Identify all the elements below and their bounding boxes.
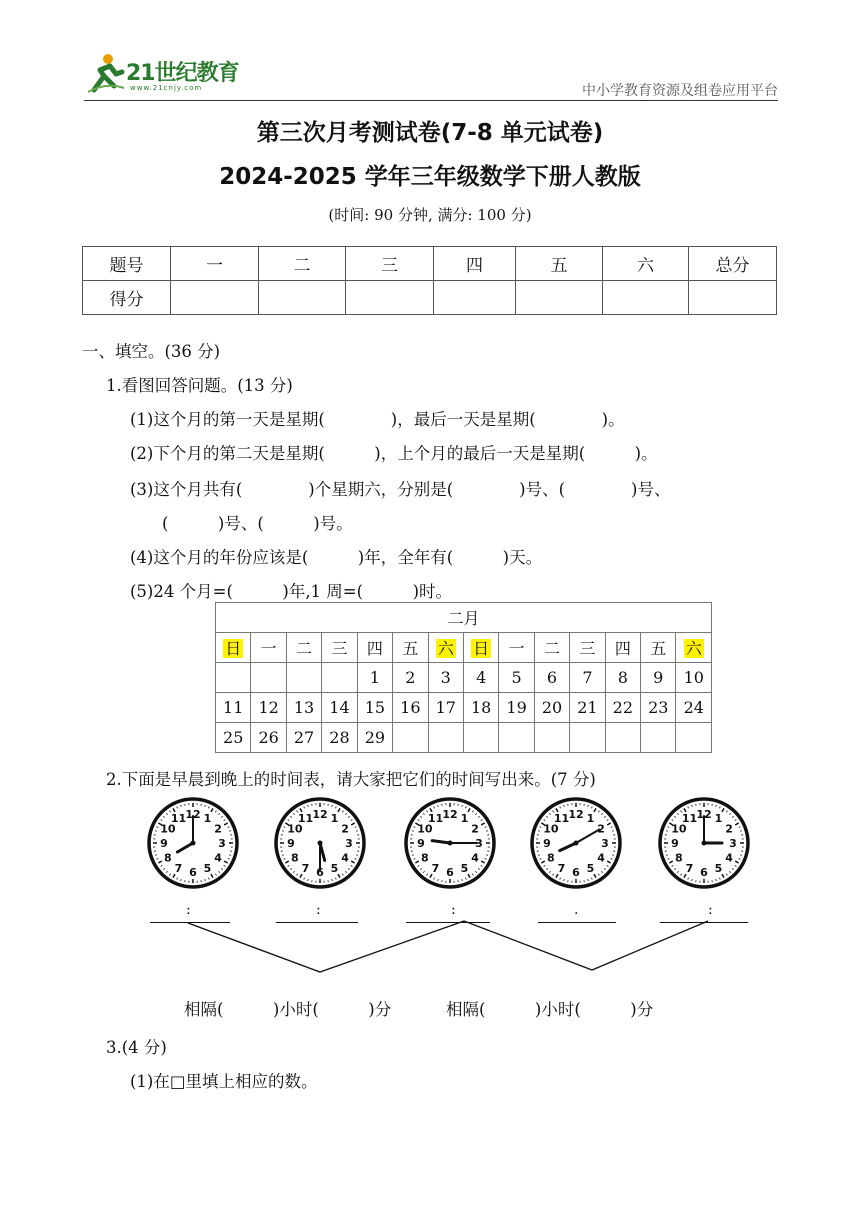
score-input-cell[interactable]: [346, 281, 434, 315]
logo-url: www.21cnjy.com: [130, 84, 203, 92]
score-cell: 六: [603, 247, 689, 281]
calendar-date-cell: [393, 723, 428, 753]
svg-text:12: 12: [696, 808, 712, 821]
calendar-weekday: 四: [605, 633, 640, 663]
calendar-date-cell: 8: [605, 663, 640, 693]
calendar-date-cell: 18: [463, 693, 498, 723]
svg-text:5: 5: [460, 862, 469, 876]
svg-text:10: 10: [417, 822, 433, 836]
svg-text:7: 7: [685, 862, 694, 876]
calendar-date-cell: 17: [428, 693, 463, 723]
calendar-weekday-highlight: 六: [437, 639, 454, 658]
svg-text:9: 9: [287, 837, 295, 850]
svg-text:4: 4: [214, 851, 222, 865]
svg-text:6: 6: [572, 866, 580, 879]
hour-hand: [560, 843, 576, 851]
calendar-weekday: 三: [570, 633, 605, 663]
svg-text:12: 12: [312, 808, 328, 821]
score-cell: 五: [516, 247, 603, 281]
calendar-weekday: 五: [641, 633, 676, 663]
score-cell: 三: [346, 247, 434, 281]
svg-text:9: 9: [160, 837, 168, 850]
clock-face-icon: [272, 795, 368, 891]
calendar-date-cell: 11: [216, 693, 251, 723]
clock-face-icon: [145, 795, 241, 891]
time-separator: :: [451, 902, 456, 918]
svg-text:10: 10: [543, 822, 559, 836]
calendar-date-cell: [286, 663, 321, 693]
question-line: (1)在□里填上相应的数。: [130, 1072, 318, 1091]
calendar-month-row: [216, 603, 712, 633]
svg-text:1: 1: [586, 811, 595, 825]
calendar-weekday: 一: [499, 633, 534, 663]
score-input-cell[interactable]: [434, 281, 516, 315]
svg-text:1: 1: [460, 811, 469, 825]
svg-text:9: 9: [417, 837, 425, 850]
svg-text:7: 7: [431, 862, 440, 876]
svg-text:5: 5: [714, 862, 723, 876]
calendar-date-cell: 25: [216, 723, 251, 753]
svg-text:9: 9: [543, 837, 551, 850]
calendar-weekday: 一: [251, 633, 286, 663]
svg-text:4: 4: [341, 851, 349, 865]
question-line: ( )号、( )号。: [162, 514, 353, 533]
logo-text: 21世纪教育: [126, 61, 239, 86]
header-divider: [84, 100, 778, 101]
calendar-date-cell: 2: [393, 663, 428, 693]
svg-text:5: 5: [330, 862, 339, 876]
score-input-cell[interactable]: [689, 281, 777, 315]
calendar-date-cell: 28: [322, 723, 357, 753]
calendar-weekday: 二: [534, 633, 569, 663]
clock-face-icon: [656, 795, 752, 891]
exam-subtitle: 2024-2025 学年三年级数学下册人教版: [219, 164, 641, 190]
calendar-date-cell: 13: [286, 693, 321, 723]
calendar-date-cell: 16: [393, 693, 428, 723]
time-answer-line[interactable]: [406, 922, 490, 923]
exam-title: 第三次月考测试卷(7-8 单元试卷): [256, 120, 604, 146]
calendar-date-cell: [463, 723, 498, 753]
score-table-header-row: [83, 247, 777, 281]
calendar-date-row: [216, 723, 712, 753]
calendar-date-cell: [605, 723, 640, 753]
svg-text:11: 11: [170, 811, 187, 825]
calendar-date-cell: 15: [357, 693, 392, 723]
svg-text:11: 11: [553, 811, 570, 825]
calendar-date-cell: 24: [676, 693, 712, 723]
svg-text:3: 3: [729, 837, 737, 850]
svg-text:5: 5: [586, 862, 595, 876]
svg-text:11: 11: [297, 811, 314, 825]
svg-text:7: 7: [557, 862, 566, 876]
svg-text:4: 4: [725, 851, 733, 865]
calendar-weekday: 五: [393, 633, 428, 663]
score-cell: 四: [434, 247, 516, 281]
svg-text:10: 10: [287, 822, 303, 836]
calendar-date-cell: 21: [570, 693, 605, 723]
svg-text:12: 12: [442, 808, 458, 821]
exam-time-score: (时间: 90 分钟, 满分: 100 分): [328, 206, 532, 224]
question-line: (4)这个月的年份应该是( )年，全年有( )天。: [130, 548, 543, 567]
score-input-cell[interactable]: [516, 281, 603, 315]
svg-text:2: 2: [597, 822, 605, 836]
calendar-date-cell: [676, 723, 712, 753]
calendar-date-cell: 4: [463, 663, 498, 693]
svg-text:2: 2: [471, 822, 479, 836]
time-separator: :: [316, 902, 321, 918]
time-answer-line[interactable]: [660, 922, 748, 923]
calendar-month: 二月: [216, 603, 712, 633]
calendar-date-cell: [534, 723, 569, 753]
svg-text:6: 6: [446, 866, 454, 879]
svg-text:6: 6: [189, 866, 197, 879]
svg-text:11: 11: [681, 811, 698, 825]
score-cell: 得分: [83, 281, 171, 315]
minute-hand: [576, 830, 599, 844]
question-line: (1)这个月的第一天是星期( )，最后一天是星期( )。: [130, 410, 625, 429]
svg-text:1: 1: [714, 811, 723, 825]
calendar-date-row: [216, 663, 712, 693]
svg-text:2: 2: [725, 822, 733, 836]
calendar-date-cell: 22: [605, 693, 640, 723]
score-table-score-row: [83, 281, 777, 315]
svg-text:3: 3: [218, 837, 226, 850]
svg-text:2: 2: [214, 822, 222, 836]
calendar-date-cell: 26: [251, 723, 286, 753]
calendar-weekday: 四: [357, 633, 392, 663]
calendar-weekday-highlight: 日: [473, 639, 490, 658]
calendar-weekday: [676, 633, 712, 663]
time-separator: :: [186, 902, 191, 918]
calendar-date-cell: [570, 723, 605, 753]
svg-text:10: 10: [671, 822, 687, 836]
svg-text:12: 12: [185, 808, 201, 821]
svg-text:8: 8: [164, 851, 172, 865]
svg-text:9: 9: [671, 837, 679, 850]
runner-logo-icon: [86, 52, 126, 94]
svg-text:6: 6: [700, 866, 708, 879]
question-line: (3)这个月共有( )个星期六，分别是( )号、( )号、: [130, 480, 671, 499]
time-answer-line[interactable]: [276, 922, 358, 923]
interval-label: 相隔( )小时( )分: [446, 1000, 654, 1019]
score-input-cell[interactable]: [171, 281, 259, 315]
question-title: 1.看图回答问题。(13 分): [106, 376, 293, 395]
svg-text:10: 10: [160, 822, 176, 836]
score-input-cell[interactable]: [603, 281, 689, 315]
score-cell: 二: [259, 247, 346, 281]
clock-face-icon: [528, 795, 624, 891]
svg-text:4: 4: [597, 851, 605, 865]
calendar-date-cell: [428, 723, 463, 753]
interval-label: 相隔( )小时( )分: [184, 1000, 392, 1019]
svg-text:3: 3: [601, 837, 609, 850]
svg-text:3: 3: [475, 837, 483, 850]
svg-text:7: 7: [301, 862, 310, 876]
svg-text:7: 7: [174, 862, 183, 876]
clock-face-icon: [402, 795, 498, 891]
svg-text:8: 8: [547, 851, 555, 865]
calendar-weekday-highlight: 六: [685, 639, 702, 658]
score-input-cell[interactable]: [259, 281, 346, 315]
question-title: 3.(4 分): [106, 1038, 167, 1057]
calendar-date-cell: 12: [251, 693, 286, 723]
svg-text:5: 5: [203, 862, 212, 876]
time-answer-line[interactable]: [150, 922, 230, 923]
svg-text:1: 1: [330, 811, 339, 825]
svg-text:1: 1: [203, 811, 212, 825]
time-separator: :: [708, 902, 713, 918]
svg-text:6: 6: [316, 866, 324, 879]
calendar-weekday: 三: [322, 633, 357, 663]
calendar-weekday-highlight: 日: [225, 639, 242, 658]
calendar-date-cell: 5: [499, 663, 534, 693]
question-line: (5)24 个月=( )年,1 周=( )时。: [130, 582, 452, 601]
svg-text:11: 11: [427, 811, 444, 825]
score-cell: 总分: [689, 247, 777, 281]
hour-hand: [177, 843, 193, 852]
calendar-date-cell: [216, 663, 251, 693]
calendar-date-cell: [251, 663, 286, 693]
calendar-date-cell: [641, 723, 676, 753]
question-line: (2)下个月的第二天是星期( )，上个月的最后一天是星期( )。: [130, 444, 658, 463]
platform-label: 中小学教育资源及组卷应用平台: [582, 83, 778, 99]
score-table: [82, 246, 777, 315]
calendar-date-cell: 23: [641, 693, 676, 723]
hour-hand: [432, 841, 450, 843]
calendar-weekday: [463, 633, 498, 663]
calendar-date-cell: 6: [534, 663, 569, 693]
calendar-date-cell: 14: [322, 693, 357, 723]
calendar-weekday: [216, 633, 251, 663]
score-cell: 一: [171, 247, 259, 281]
calendar-date-cell: 3: [428, 663, 463, 693]
question-title: 2.下面是早晨到晚上的时间表，请大家把它们的时间写出来。(7 分): [106, 770, 596, 789]
score-cell: 题号: [83, 247, 171, 281]
calendar-table: [215, 602, 712, 753]
svg-text:3: 3: [345, 837, 353, 850]
calendar-date-cell: 27: [286, 723, 321, 753]
svg-text:2: 2: [341, 822, 349, 836]
calendar-weekday-row: [216, 633, 712, 663]
calendar-date-cell: 19: [499, 693, 534, 723]
calendar-weekday: 二: [286, 633, 321, 663]
calendar-date-cell: [499, 723, 534, 753]
time-answer-line[interactable]: [538, 922, 616, 923]
calendar-date-cell: 10: [676, 663, 712, 693]
svg-text:8: 8: [291, 851, 299, 865]
calendar-date-cell: 7: [570, 663, 605, 693]
calendar-date-row: [216, 693, 712, 723]
svg-text:8: 8: [675, 851, 683, 865]
svg-text:4: 4: [471, 851, 479, 865]
calendar-date-cell: 1: [357, 663, 392, 693]
logo: [86, 52, 266, 100]
calendar-date-cell: 9: [641, 663, 676, 693]
calendar-date-cell: 20: [534, 693, 569, 723]
svg-text:12: 12: [568, 808, 584, 821]
time-separator: .: [574, 902, 579, 918]
svg-text:8: 8: [421, 851, 429, 865]
calendar-date-cell: [322, 663, 357, 693]
section-heading: 一、填空。(36 分): [82, 342, 221, 361]
calendar-date-cell: 29: [357, 723, 392, 753]
calendar-weekday: [428, 633, 463, 663]
